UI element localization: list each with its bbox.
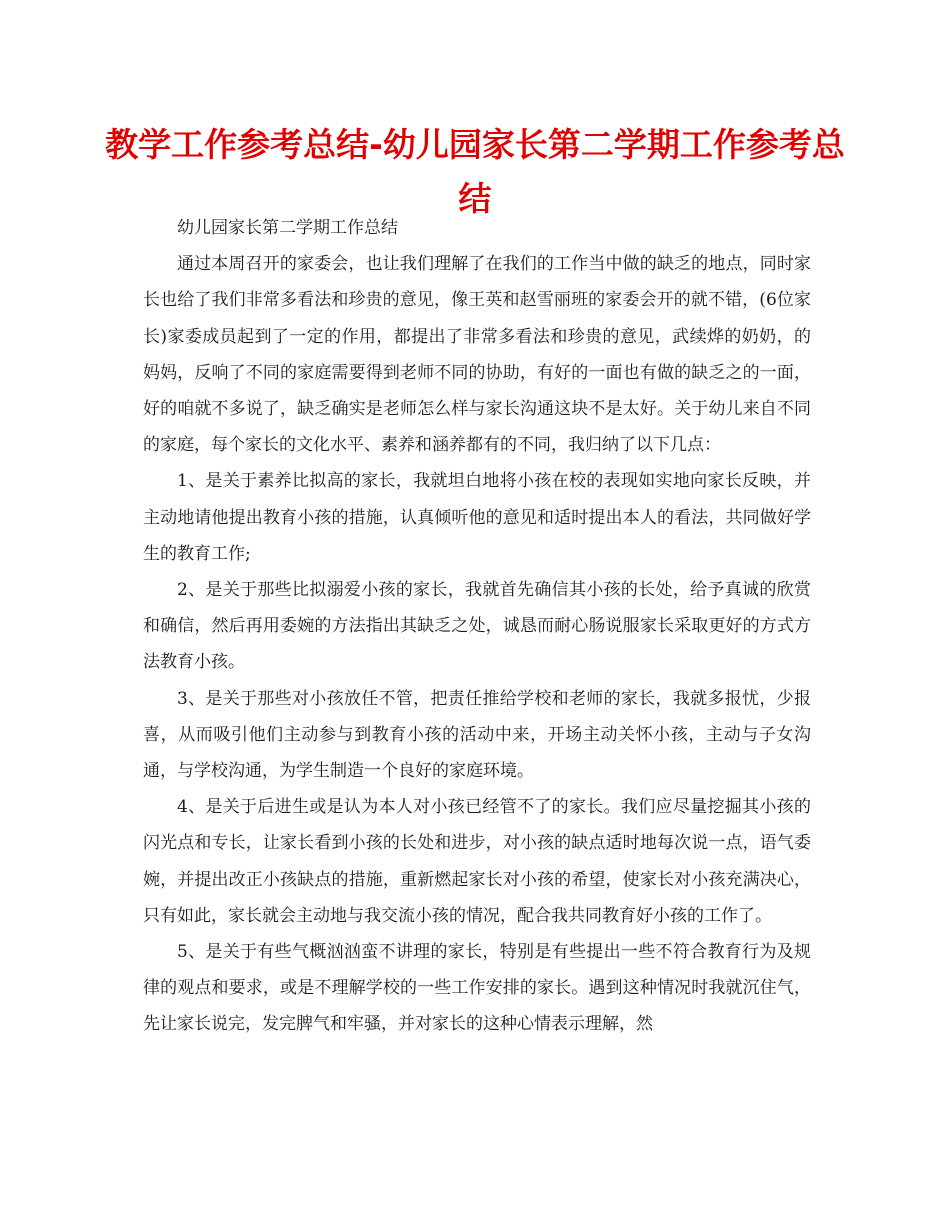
paragraph-point-1: 1、是关于素养比拟高的家长，我就坦白地将小孩在校的表现如实地向家长反映，并主动地请他提出教育小孩的措施，认真倾听他的意见和适时提出本人的看法，共同做好学生的教育工作;	[143, 471, 811, 564]
paragraph-point-2: 2、是关于那些比拟溺爱小孩的家长，我就首先确信其小孩的长处，给予真诚的欣赏和确信，然后再用委婉的方法指出其缺乏之处，诚恳而耐心肠说服家长采取更好的方式方法教育小孩。	[143, 580, 811, 673]
paragraph-intro: 通过本周召开的家委会，也让我们理解了在我们的工作当中做的缺乏的地点，同时家长也给了我们非常多看法和珍贵的意见，像王英和赵雪丽班的家委会开的就不错，(6位家长)家委成员起到了一定的作用，都提出了非常多看法和珍贵的意见，武续烨的奶奶，的妈妈，反响了不同的家庭需要得到老师不同的协助，有好的一面也有做的缺乏之的一面，好的咱就不多说了，缺乏确实是老师怎么样与家长沟通这块不是太好。关于幼儿来自不同的家庭，每个家长的文化水平、素养和涵养都有的不同，我归纳了以下几点：	[143, 254, 811, 456]
document-title: 教学工作参考总结-幼儿园家长第二学期工作参考总结	[105, 125, 845, 218]
paragraph-subtitle: 幼儿园家长第二学期工作总结	[177, 218, 398, 238]
paragraph-point-4: 4、是关于后进生或是认为本人对小孩已经管不了的家长。我们应尽量挖掘其小孩的闪光点和专长，让家长看到小孩的长处和进步，对小孩的缺点适时地每次说一点，语气委婉，并提出改正小孩缺点的措施，重新燃起家长对小孩的希望，使家长对小孩充满决心，只有如此，家长就会主动地与我交流小孩的情况，配合我共同教育好小孩的工作了。	[143, 797, 811, 926]
document-body	[143, 210, 811, 1043]
paragraph-point-5: 5、是关于有些气概汹汹蛮不讲理的家长，特别是有些提出一些不符合教育行为及规律的观点和要求，或是不理解学校的一些工作安排的家长。遇到这种情况时我就沉住气，先让家长说完，发完脾气和牢骚，并对家长的这种心情表示理解，然	[143, 942, 811, 1035]
paragraph-point-3: 3、是关于那些对小孩放任不管，把责任推给学校和老师的家长，我就多报忧，少报喜，从而吸引他们主动参与到教育小孩的活动中来，开场主动关怀小孩，主动与子女沟通，与学校沟通，为学生制造一个良好的家庭环境。	[143, 688, 811, 782]
